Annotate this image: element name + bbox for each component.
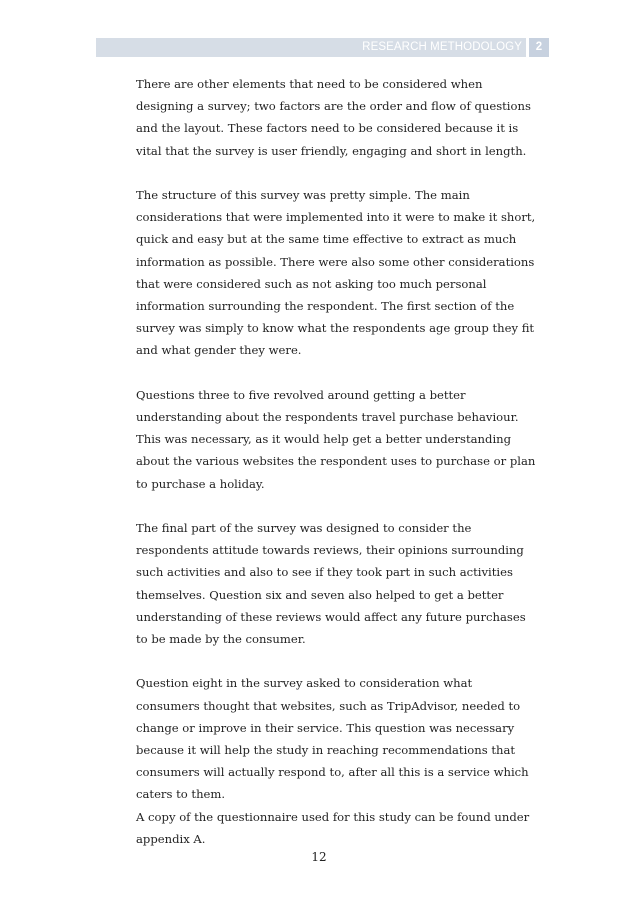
page-number: 12 [311,850,327,864]
paragraph-6: A copy of the questionnaire used for this study can be found under appendix A. [136,809,530,846]
paragraph-spacer [136,495,536,517]
body-text [136,73,536,850]
paragraph-spacer [136,162,536,184]
paragraph-spacer [136,650,536,672]
paragraph-2: The structure of this survey was pretty simple. The main considerations that were implemented into it were to make it short, quick and easy but at the same time effective to extract as much information as possible. There were also some other considerations that were considered such as not asking too much personal information surrounding the respondent. The first section of the survey was simply to know what the respondents age group they fit and what gender they were. [136,188,536,358]
header-title: RESEARCH METHODOLOGY [96,38,526,57]
paragraph-4: The final part of the survey was designed to consider the respondents attitude towards reviews, their opinions surrounding such activities and also to see if they took part in such activities themselves. Question six and seven also helped to get a better understanding of these reviews would affect any future purchases to be made by the consumer. [136,521,526,647]
paragraph-spacer [136,362,536,384]
paragraph-1: There are other elements that need to be considered when designing a survey; two factors are the order and flow of questions and the layout. These factors need to be considered because it is vital that the survey is user friendly, engaging and short in length. [136,77,531,158]
running-header [96,38,549,57]
header-section-number: 2 [529,38,549,57]
paragraph-3: Questions three to five revolved around getting a better understanding about the respondents travel purchase behaviour. This was necessary, as it would help get a better understanding about the various websites the respondent uses to purchase or plan to purchase a holiday. [136,387,536,491]
paragraph-5: Question eight in the survey asked to consideration what consumers thought that websites, such as TripAdvisor, needed to change or improve in their service. This question was necessary because it will help the study in reaching recommendations that consumers will actually respond to, after all this is a service which caters to them. [136,676,529,802]
